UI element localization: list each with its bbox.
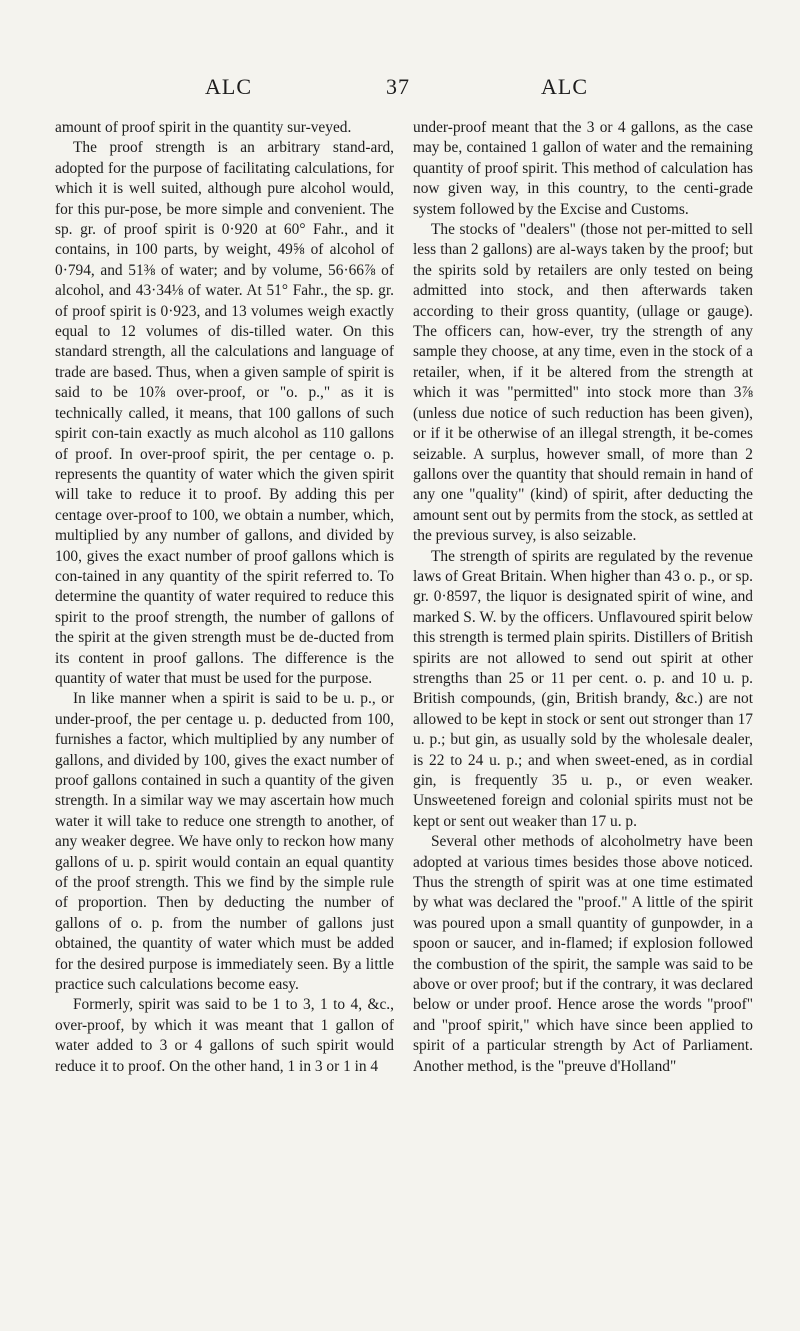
paragraph: Formerly, spirit was said to be 1 to 3, 1 to 4, &c., over-proof, by which it was meant that 1 gallon of water added to 3 or 4 gallons of such spirit would reduce it to proof. On the other hand, 1 in 3 or 1 in 4 (55, 996, 394, 1075)
paragraph: amount of proof spirit in the quantity sur-veyed. (55, 119, 352, 136)
paragraph: under-proof meant that the 3 or 4 gallons, as the case may be, contained 1 gallon of water and the remaining quantity of proof spirit. This method of calculation has now given way, in this country, to the centi-grade system followed by the Excise and Customs. (413, 119, 753, 218)
page-number: 37 (386, 74, 410, 99)
running-header (0, 74, 800, 102)
paragraph: The stocks of "dealers" (those not per-mitted to sell less than 2 gallons) are al-ways taken by the proof; but the spirits sold by retailers are only tested on being admitted into stock, and then afterwards taken according to their gross quantity, (ullage or gauge). The officers can, how-ever, try the strength of any sample they choose, at any time, even in the stock of a retailer, when, if it be altered from the strength at which it was "permitted" into stock more than 3⅞ (unless due notice of such reduction has been given), or if it be otherwise of an illegal strength, it be-comes seizable. A surplus, however small, of more than 2 gallons over the quantity that should remain in hand of any one "quality" (kind) of spirit, after deducting the amount sent out by permits from the stock, as settled at the previous survey, is also seizable. (413, 221, 753, 545)
paragraph: Several other methods of alcoholmetry have been adopted at various times besides those above noticed. Thus the strength of spirit was at one time estimated by what was declared the "proof." A little of the spirit was poured upon a small quantity of gunpowder, in a spoon or saucer, and in-flamed; if explosion followed the combustion of the spirit, the sample was said to be above or over proof; but if the contrary, it was declared below or under proof. Hence arose the words "proof" and "proof spirit," which have since been applied to spirit of a particular strength by Act of Parliament. Another method, is the "preuve d'Holland" (413, 833, 753, 1075)
paragraph: The strength of spirits are regulated by the revenue laws of Great Britain. When higher than 43 o. p., or sp. gr. 0·8597, the liquor is designated spirit of wine, and marked S. W. by the officers. Unflavoured spirit below this strength is termed plain spirits. Distillers of British spirits are not allowed to send out spirit at other strengths than 25 or 11 per cent. o. p. and 10 u. p. British compounds, (gin, British brandy, &c.) are not allowed to be kept in stock or sent out stronger than 17 u. p.; but gin, as usually sold by the wholesale dealer, is 22 to 24 u. p.; and when sweet-ened, as in cordial gin, is frequently 35 u. p., or even weaker. Unsweetened foreign and colonial spirits must not be kept or sent out weaker than 17 u. p. (413, 547, 753, 830)
header-right-word: ALC (541, 74, 588, 99)
header-left-word: ALC (205, 74, 252, 99)
left-column (55, 118, 394, 1077)
paragraph: The proof strength is an arbitrary stand-ard, adopted for the purpose of facilitating calculations, for which it is well suited, although pure alcohol would, for this pur-pose, be more simple and convenient. The sp. gr. of proof spirit is 0·920 at 60° Fahr., and it contains, in 100 parts, by weight, 49⅝ of alcohol of 0·794, and 51⅜ of water; and by volume, 56·66⅞ of alcohol, and 43·34⅛ of water. At 51° Fahr., the sp. gr. of proof spirit is 0·923, and 13 volumes weigh exactly equal to 12 volumes of dis-tilled water. On this standard strength, all the calculations and language of trade are based. Thus, when a given sample of spirit is said to be 10⅞ over-proof, or "o. p.," as it is technically called, it means, that 100 gallons of such spirit con-tain exactly as much alcohol as 110 gallons of proof. In over-proof spirit, the per centage o. p. represents the quantity of water which the given spirit will take to reduce it to proof. By adding this per centage over-proof to 100, we obtain a number, which, multiplied by any number of gallons, and divided by 100, gives the exact number of proof gallons which is con-tained in any quantity of the spirit referred to. To determine the quantity of water required to reduce this spirit to the proof strength, the number of gallons of the spirit at the given strength must be de-ducted from its content in proof gallons. The difference is the quantity of water that must be used for the purpose. (55, 139, 394, 687)
right-column (413, 118, 753, 1077)
paragraph: In like manner when a spirit is said to be u. p., or under-proof, the per centage u. p. deducted from 100, furnishes a factor, which multiplied by any number of gallons, and divided by 100, gives the exact number of proof gallons contained in such a quantity of the given strength. In a similar way we may ascertain how much water it will take to reduce one strength to another, of any weaker degree. We have only to reckon how many gallons of u. p. spirit would contain an equal quantity of the proof strength. This we find by the simple rule of proportion. Then by deducting the number of gallons of o. p. from the number of gallons just obtained, the quantity of water which must be added for the desired purpose is immediately seen. By a little practice such calculations become easy. (55, 690, 394, 994)
